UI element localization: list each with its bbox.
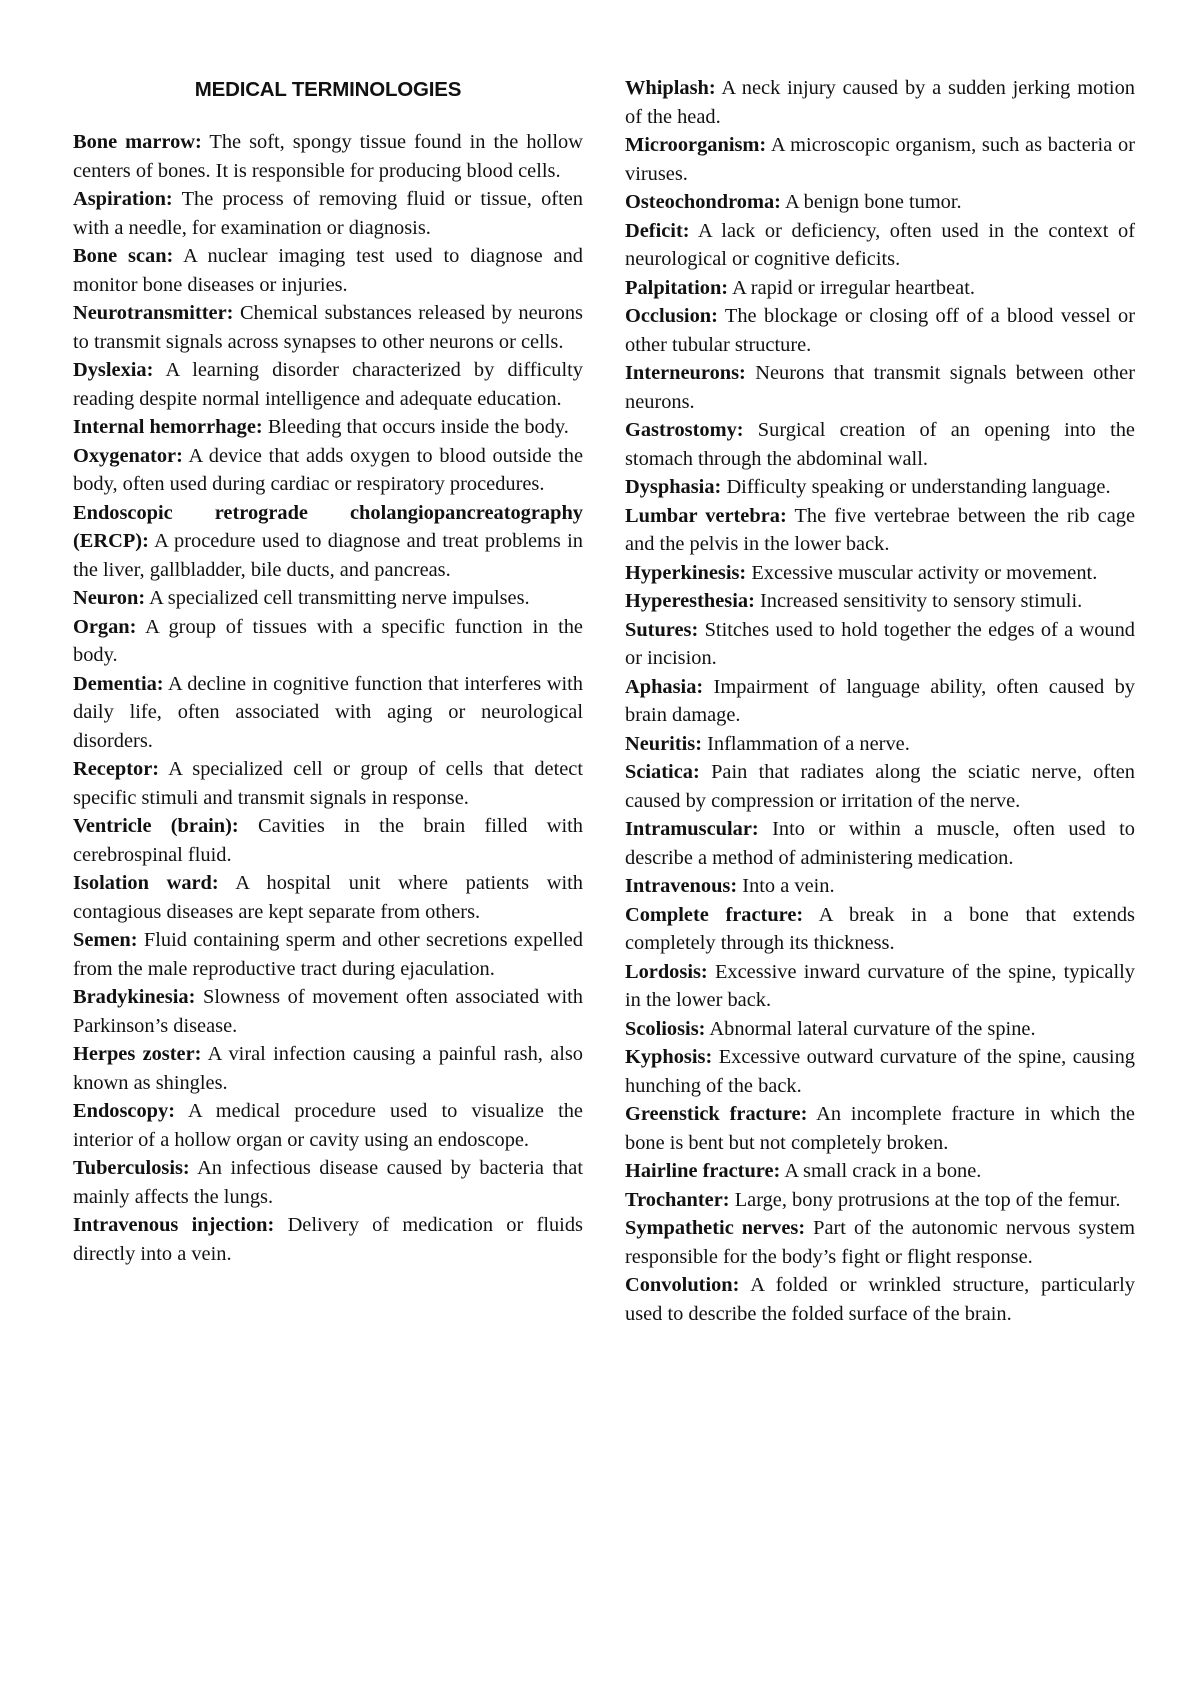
term-definition: A medical procedure used to visualize the interior of a hollow organ or cavity using an endoscope. [73,1100,583,1151]
term-entry [73,584,583,613]
term-name: Palpitation: [625,276,729,299]
term-definition: A microscopic organism, such as bacteria or viruses. [625,134,1135,185]
term-definition: A viral infection causing a painful rash, also known as shingles. [73,1043,583,1094]
term-name: Bone scan: [73,245,174,267]
term-name: Convolution: [625,1274,740,1296]
term-entry [625,872,1135,901]
term-definition: The soft, spongy tissue found in the hollow centers of bones. It is responsible for producing blood cells. [73,131,583,182]
term-name: Bone marrow: [73,131,202,153]
term-definition: A group of tissues with a specific function in the body. [73,615,583,666]
right-term-list [625,74,1135,1328]
term-name: Ventricle (brain): [73,815,239,837]
term-name: Osteochondroma: [625,191,781,213]
term-entry [73,812,583,869]
term-definition: Surgical creation of an opening into the stomach through the abdominal wall. [625,419,1135,470]
term-entry [625,274,1135,303]
term-name: Microorganism: [625,134,767,156]
term-definition: A break in a bone that extends completely through its thickness. [625,903,1135,954]
term-entry [73,442,583,499]
term-entry [625,559,1135,588]
term-entry [73,1154,583,1211]
term-entry [73,413,583,442]
term-entry [625,302,1135,359]
left-term-list [73,128,583,1268]
term-entry [625,188,1135,217]
term-name: Intravenous: [625,875,738,897]
term-name: Dyslexia: [73,359,154,381]
term-entry [625,1186,1135,1215]
term-name: Sutures: [625,618,699,641]
term-name: Lordosis: [625,960,708,983]
term-entry [625,502,1135,559]
term-definition: Impairment of language ability, often caused by brain damage. [625,675,1135,726]
term-name: Semen: [73,929,138,951]
term-entry [625,1100,1135,1157]
term-name: Greenstick fracture: [625,1103,808,1125]
term-name: Organ: [73,615,137,638]
term-definition: Increased sensitivity to sensory stimuli. [760,590,1083,612]
term-definition: A specialized cell or group of cells that detect specific stimuli and transmit signals in response. [73,758,583,809]
term-name: Isolation ward: [73,872,219,894]
term-definition: A hospital unit where patients with contagious diseases are kept separate from others. [73,872,583,923]
term-name: Neurotransmitter: [73,302,234,324]
term-definition: Stitches used to hold together the edges of a wound or incision. [625,618,1135,669]
term-definition: Fluid containing sperm and other secretions expelled from the male reproductive tract during ejaculation. [73,929,583,980]
term-definition: Chemical substances released by neurons to transmit signals across synapses to other neurons or cells. [73,302,583,353]
term-definition: A learning disorder characterized by difficulty reading despite normal intelligence and adequate education. [73,359,583,410]
term-name: Deficit: [625,219,690,242]
term-entry [625,730,1135,759]
term-entry [73,613,583,670]
term-entry [625,901,1135,958]
term-definition: Excessive inward curvature of the spine, typically in the lower back. [625,960,1135,1011]
term-definition: Into a vein. [742,875,835,897]
term-entry [625,1043,1135,1100]
term-entry [73,128,583,185]
term-name: Sciatica: [625,761,700,783]
term-entry [73,670,583,756]
term-name: Gastrostomy: [625,419,744,441]
term-name: Endoscopic retrograde cholangiopancreatography (ERCP): [73,501,583,552]
right-column [625,74,1135,1328]
term-entry [73,983,583,1040]
term-entry [625,1271,1135,1328]
term-entry [73,755,583,812]
term-entry [73,299,583,356]
term-definition: A procedure used to diagnose and treat problems in the liver, gallbladder, bile ducts, and pancreas. [73,530,583,581]
term-definition: Excessive outward curvature of the spine, causing hunching of the back. [625,1046,1135,1097]
term-entry [625,1157,1135,1186]
term-name: Scoliosis: [625,1017,706,1040]
term-name: Intramuscular: [625,818,759,840]
term-name: Bradykinesia: [73,986,196,1008]
term-definition: Delivery of medication or fluids directly into a vein. [73,1214,583,1265]
page-title: MEDICAL TERMINOLOGIES [194,78,462,101]
term-name: Trochanter: [625,1188,730,1211]
term-name: Endoscopy: [73,1100,175,1122]
term-definition: The blockage or closing off of a blood vessel or other tubular structure. [625,305,1135,356]
term-entry [73,242,583,299]
term-definition: Inflammation of a nerve. [707,732,910,755]
term-entry [73,185,583,242]
term-name: Receptor: [73,758,160,780]
term-name: Neuritis: [625,732,703,755]
term-definition: A rapid or irregular heartbeat. [732,276,975,299]
term-definition: Into or within a muscle, often used to describe a method of administering medication. [625,818,1135,869]
term-definition: A decline in cognitive function that interferes with daily life, often associated with aging or neurological disorders. [73,672,583,752]
term-name: Neuron: [73,587,146,609]
term-name: Internal hemorrhage: [73,416,263,438]
term-definition: Part of the autonomic nervous system responsible for the body’s fight or flight response. [625,1217,1135,1268]
term-entry [625,1214,1135,1271]
term-definition: Slowness of movement often associated with Parkinson’s disease. [73,986,584,1037]
term-name: Aphasia: [625,675,704,698]
term-name: Lumbar vertebra: [625,504,787,527]
term-definition: A lack or deficiency, often used in the context of neurological or cognitive deficits. [625,219,1135,270]
term-definition: A specialized cell transmitting nerve impulses. [149,587,530,609]
left-column [73,74,583,1268]
term-definition: A folded or wrinkled structure, particularly used to describe the folded surface of the brain. [625,1274,1135,1325]
term-entry [625,359,1135,416]
term-entry [625,673,1135,730]
term-entry [73,1097,583,1154]
term-definition: Cavities in the brain filled with cerebrospinal fluid. [73,815,583,866]
term-name: Complete fracture: [625,903,804,926]
term-name: Hyperkinesis: [625,561,747,584]
term-definition: A device that adds oxygen to blood outside the body, often used during cardiac or respiratory procedures. [73,444,584,495]
term-definition: Neurons that transmit signals between other neurons. [625,362,1135,413]
term-definition: An infectious disease caused by bacteria that mainly affects the lungs. [73,1157,583,1208]
term-name: Dementia: [73,672,164,695]
term-name: Tuberculosis: [73,1157,190,1179]
term-entry [625,74,1135,131]
term-entry [625,587,1135,616]
term-name: Herpes zoster: [73,1043,202,1065]
term-name: Dysphasia: [625,476,722,498]
term-definition: An incomplete fracture in which the bone is bent but not completely broken. [625,1103,1135,1154]
term-definition: Excessive muscular activity or movement. [751,561,1098,584]
term-name: Interneurons: [625,362,746,384]
term-name: Occlusion: [625,305,718,327]
term-name: Whiplash: [625,77,716,99]
term-definition: Abnormal lateral curvature of the spine. [709,1017,1036,1040]
term-entry [625,217,1135,274]
term-entry [73,356,583,413]
term-definition: A nuclear imaging test used to diagnose and monitor bone diseases or injuries. [73,245,583,296]
term-entry [73,869,583,926]
term-definition: A small crack in a bone. [784,1160,982,1182]
term-name: Kyphosis: [625,1046,713,1068]
term-definition: A neck injury caused by a sudden jerking motion of the head. [625,77,1135,128]
term-name: Sympathetic nerves: [625,1217,806,1239]
term-definition: Bleeding that occurs inside the body. [267,416,569,438]
term-definition: The five vertebrae between the rib cage and the pelvis in the lower back. [625,504,1135,555]
term-entry [625,616,1135,673]
term-entry [73,1211,583,1268]
term-definition: Pain that radiates along the sciatic nerve, often caused by compression or irritation of the nerve. [625,761,1135,812]
term-definition: Large, bony protrusions at the top of the femur. [734,1188,1121,1211]
term-name: Oxygenator: [73,444,183,467]
term-definition: Difficulty speaking or understanding language. [726,476,1111,498]
term-entry [625,758,1135,815]
term-name: Hairline fracture: [625,1160,781,1182]
term-name: Aspiration: [73,188,173,210]
term-entry [73,499,583,585]
term-entry [625,416,1135,473]
term-entry [625,131,1135,188]
term-entry [625,473,1135,502]
term-entry [73,926,583,983]
term-name: Intravenous injection: [73,1214,275,1236]
term-name: Hyperesthesia: [625,590,755,612]
term-entry [625,958,1135,1015]
term-entry [73,1040,583,1097]
term-definition: The process of removing fluid or tissue, often with a needle, for examination or diagnosis. [73,188,584,239]
term-entry [625,815,1135,872]
term-definition: A benign bone tumor. [784,191,962,213]
term-entry [625,1015,1135,1044]
